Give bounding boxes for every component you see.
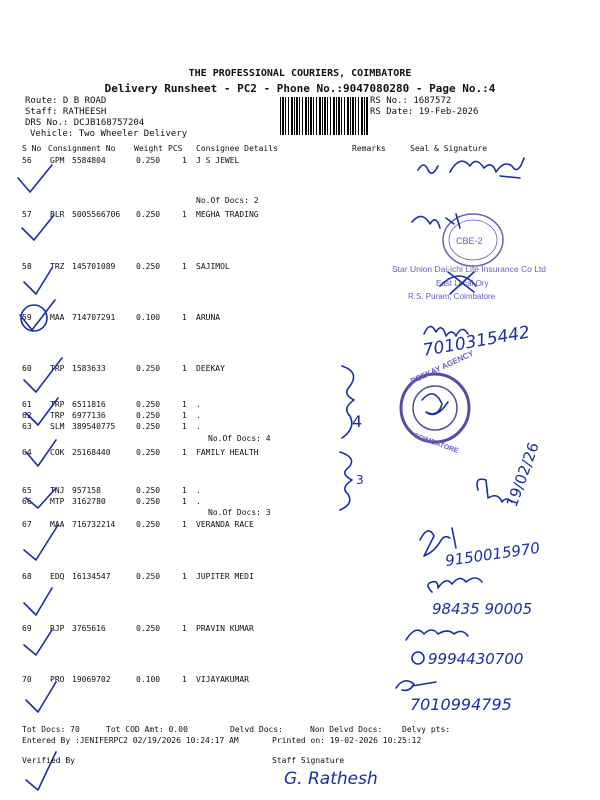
cell-number: 6977136 xyxy=(72,411,106,420)
cell-weight: 0.250 xyxy=(136,448,161,457)
col-consignee: Consignee Details xyxy=(196,144,278,153)
cell-consignee: J S JEWEL xyxy=(196,156,240,165)
cell-prefix: TRZ xyxy=(50,262,65,271)
cell-sno: 58 xyxy=(22,262,32,271)
cell-weight: 0.100 xyxy=(136,675,161,684)
route-label: Route: D B ROAD xyxy=(25,96,107,106)
cell-weight: 0.250 xyxy=(136,400,161,409)
cell-sno: 66 xyxy=(22,497,32,506)
phone-row67: 9150015970 xyxy=(444,538,542,570)
col-seal-signature: Seal & Signature xyxy=(410,144,488,153)
cell-sno: 65 xyxy=(22,486,32,495)
cell-pcs: 1 xyxy=(182,364,187,373)
cell-pcs: 1 xyxy=(182,400,187,409)
cell-pcs: 1 xyxy=(182,675,187,684)
deekay-name: DEEKAY AGENCY xyxy=(409,348,476,386)
cell-pcs: 1 xyxy=(182,572,187,581)
tot-docs: Tot Docs: 70 xyxy=(22,725,80,734)
cell-pcs: 1 xyxy=(182,497,187,506)
cell-sno: 69 xyxy=(22,624,32,633)
cell-number: 957158 xyxy=(72,486,101,495)
verified-by: Verified By xyxy=(22,756,75,765)
drs-number: DRS No.: DCJB168757204 xyxy=(25,118,145,128)
cell-number: 19069702 xyxy=(72,675,111,684)
cell-pcs: 1 xyxy=(182,411,187,420)
cell-pcs: 1 xyxy=(182,486,187,495)
runsheet-subtitle: Delivery Runsheet - PC2 - Phone No.:9047080280 - Page No.:4 xyxy=(104,82,496,95)
col-weight: Weight xyxy=(134,144,163,153)
cell-number: 16134547 xyxy=(72,572,111,581)
cell-pcs: 1 xyxy=(182,422,187,431)
cell-sno: 59 xyxy=(22,313,32,322)
cell-sno: 61 xyxy=(22,400,32,409)
staff-label: Staff: RATHEESH xyxy=(25,107,107,117)
cell-weight: 0.250 xyxy=(136,520,161,529)
cell-consignee: PRAVIN KUMAR xyxy=(196,624,254,633)
cell-prefix: GPM xyxy=(50,156,65,165)
cell-weight: 0.250 xyxy=(136,156,161,165)
col-consignment: Consignment No xyxy=(48,144,116,153)
cell-sno: 62 xyxy=(22,411,32,420)
staff-signature-label: Staff Signature xyxy=(272,756,345,765)
delvd-docs: Delvd Docs: xyxy=(230,725,283,734)
date-signature: 19/02/26 xyxy=(502,439,543,510)
cell-prefix: MAA xyxy=(50,520,65,529)
cell-pcs: 1 xyxy=(182,624,187,633)
stamp-seal-code: CBE-2 xyxy=(456,236,483,246)
cell-number: 5584804 xyxy=(72,156,106,165)
deekay-stamp xyxy=(401,348,476,455)
cell-weight: 0.250 xyxy=(136,422,161,431)
cell-sno: 56 xyxy=(22,156,32,165)
entered-by: Entered By :JENIFERPC2 02/19/2026 10:24:17 AM xyxy=(22,736,239,745)
doc-note: No.Of Docs: 4 xyxy=(208,434,271,443)
cell-pcs: 1 xyxy=(182,313,187,322)
cell-sno: 60 xyxy=(22,364,32,373)
cell-pcs: 1 xyxy=(182,262,187,271)
cell-prefix: SLM xyxy=(50,422,65,431)
cell-pcs: 1 xyxy=(182,156,187,165)
cell-number: 714707291 xyxy=(72,313,116,322)
cell-prefix: TRP xyxy=(50,411,65,420)
cell-weight: 0.250 xyxy=(136,262,161,271)
cell-weight: 0.250 xyxy=(136,411,161,420)
signature-row68 xyxy=(428,578,482,592)
cell-weight: 0.250 xyxy=(136,364,161,373)
cell-sno: 64 xyxy=(22,448,32,457)
cell-prefix: TRP xyxy=(50,364,65,373)
cell-prefix: PRO xyxy=(50,675,65,684)
cell-prefix: MAA xyxy=(50,313,65,322)
doc-note: No.Of Docs: 2 xyxy=(196,196,259,205)
cell-prefix: MTP xyxy=(50,497,65,506)
cell-weight: 0.100 xyxy=(136,313,161,322)
rs-date: RS Date: 19-Feb-2026 xyxy=(370,107,479,117)
cell-consignee: SAJIMOL xyxy=(196,262,230,271)
cell-consignee: VERANDA RACE xyxy=(196,520,254,529)
tick-marks xyxy=(18,165,65,790)
cell-consignee: . xyxy=(196,400,201,409)
cell-sno: 68 xyxy=(22,572,32,581)
tot-cod: Tot COD Amt: 0.00 xyxy=(106,725,188,734)
cell-weight: 0.250 xyxy=(136,210,161,219)
col-sno: S No xyxy=(22,144,42,153)
doc-note: No.Of Docs: 3 xyxy=(208,508,271,517)
cell-pcs: 1 xyxy=(182,210,187,219)
phone-row70: 7010994795 xyxy=(410,695,512,714)
cell-consignee: . xyxy=(196,422,201,431)
bracket-count-4: 4 xyxy=(352,412,363,431)
phone-row69: 9994430700 xyxy=(428,650,524,668)
stamp-office: East Local Ory xyxy=(436,279,489,288)
cell-weight: 0.250 xyxy=(136,624,161,633)
cell-consignee: DEEKAY xyxy=(196,364,225,373)
signature-row70 xyxy=(396,681,436,691)
cell-consignee: FAMILY HEALTH xyxy=(196,448,259,457)
company-title: THE PROFESSIONAL COURIERS, COIMBATORE xyxy=(188,68,412,79)
cell-prefix: TRP xyxy=(50,400,65,409)
non-delvd-docs: Non Delvd Docs: xyxy=(310,725,383,734)
printed-on: Printed on: 19-02-2026 10:25:12 xyxy=(272,736,422,745)
staff-signature-ink: G. Rathesh xyxy=(284,769,378,789)
cell-number: 3162780 xyxy=(72,497,106,506)
cell-pcs: 1 xyxy=(182,448,187,457)
cell-weight: 0.250 xyxy=(136,497,161,506)
cell-number: 5005566706 xyxy=(72,210,121,219)
cell-sno: 67 xyxy=(22,520,32,529)
vehicle-label: Vehicle: Two Wheeler Delivery xyxy=(30,129,188,139)
signature-row69 xyxy=(406,630,468,640)
phone-row59: 7010315442 xyxy=(421,322,532,361)
bracket-3 xyxy=(340,452,352,510)
deekay-city: COIMBATORE xyxy=(412,432,460,456)
cell-consignee: MEGHA TRADING xyxy=(196,210,259,219)
stamp-insurer: Star Union Dai-ichi Life Insurance Co Ltd xyxy=(392,264,547,274)
cell-prefix: TNJ xyxy=(50,486,65,495)
cell-weight: 0.250 xyxy=(136,572,161,581)
signature-row56 xyxy=(418,158,524,178)
cell-number: 145701089 xyxy=(72,262,116,271)
cell-number: 25168440 xyxy=(72,448,111,457)
cell-number: 1583633 xyxy=(72,364,106,373)
cell-prefix: BLR xyxy=(50,210,65,219)
cell-prefix: EDQ xyxy=(50,572,65,581)
cell-number: 716732214 xyxy=(72,520,116,529)
cell-sno: 57 xyxy=(22,210,32,219)
cell-consignee: JUPITER MEDI xyxy=(196,572,254,581)
cell-consignee: . xyxy=(196,497,201,506)
delvy-pts: Delvy pts: xyxy=(402,725,451,734)
cell-prefix: RJP xyxy=(50,624,65,633)
cell-consignee: VIJAYAKUMAR xyxy=(196,675,249,684)
cell-consignee: ARUNA xyxy=(196,313,221,322)
cell-prefix: COK xyxy=(50,448,65,457)
cell-sno: 63 xyxy=(22,422,32,431)
col-pcs: PCS xyxy=(168,144,183,153)
bracket-count-3: 3 xyxy=(356,473,364,487)
col-remarks: Remarks xyxy=(352,144,386,153)
stamp-address: R.S. Puram, Coimbatore xyxy=(408,292,496,301)
cell-sno: 70 xyxy=(22,675,32,684)
cell-weight: 0.250 xyxy=(136,486,161,495)
cell-consignee: . xyxy=(196,486,201,495)
cell-number: 3765616 xyxy=(72,624,106,633)
cell-number: 6511816 xyxy=(72,400,106,409)
cell-number: 389540775 xyxy=(72,422,116,431)
phone-row68: 98435 90005 xyxy=(432,600,533,618)
cell-pcs: 1 xyxy=(182,520,187,529)
cell-consignee: . xyxy=(196,411,201,420)
rs-number: RS No.: 1687572 xyxy=(370,96,452,106)
